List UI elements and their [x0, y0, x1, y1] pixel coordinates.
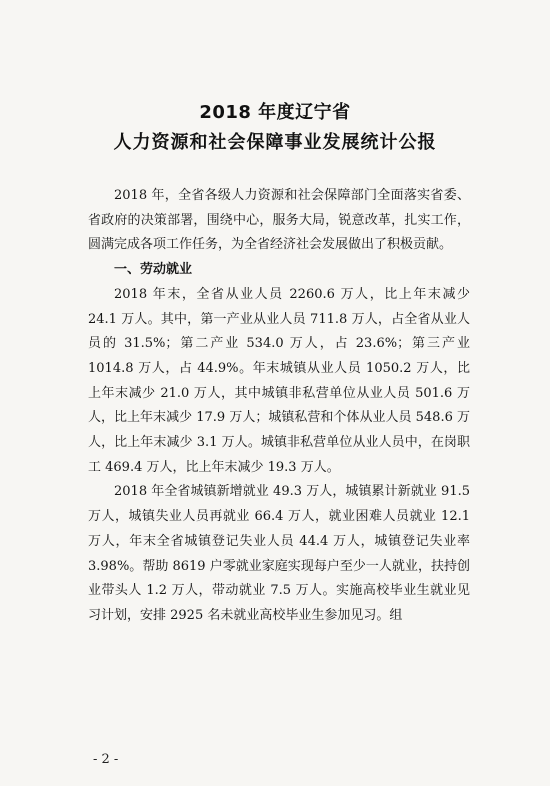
- document-title-line2: 人力资源和社会保障事业发展统计公报: [113, 132, 437, 153]
- urban-employment-paragraph: 2018 年全省城镇新增就业 49.3 万人，城镇累计新就业 91.5 万人，城镇失业人员再就业 66.4 万人，就业困难人员就业 12.1 万人，年末全省城镇登记失业人员 44.4 万人，城镇登记失业率 3.98%。帮助 8619 户零就业家庭实现每户至少一人就业，扶持创业带头人 1.2 万人，带动就业 7.5 万人。实施高校毕业生就业见习计划，安排 2925 名未就业高校毕业生参加见习。组: [88, 484, 470, 623]
- section-heading-labor-employment: 一、劳动就业: [114, 262, 193, 278]
- document-title-line1: 2018 年度辽宁省: [199, 102, 351, 123]
- document-body: [88, 184, 470, 629]
- intro-paragraph: 2018 年，全省各级人力资源和社会保障部门全面落实省委、省政府的决策部署，围绕中心，服务大局，锐意改革，扎实工作，圆满完成各项工作任务，为全省经济社会发展做出了积极贡献。: [88, 188, 470, 253]
- page-number: - 2 -: [93, 752, 119, 767]
- employment-statistics-paragraph: 2018 年末，全省从业人员 2260.6 万人，比上年末减少 24.1 万人。其中，第一产业从业人员 711.8 万人，占全省从业人员的 31.5%；第二产业 534.0 万人，占 23.6%；第三产业 1014.8 万人，占 44.9%。年末城镇从业人员 1050.2 万人，比上年末减少 21.0 万人，其中城镇非私营单位从业人员 501.6 万人，比上年末减少 17.9 万人；城镇私营和个体从业人员 548.6 万人，比上年末减少 3.1 万人。城镇非私营单位从业人员中，在岗职工 469.4 万人，比上年末减少 19.3 万人。: [88, 286, 470, 475]
